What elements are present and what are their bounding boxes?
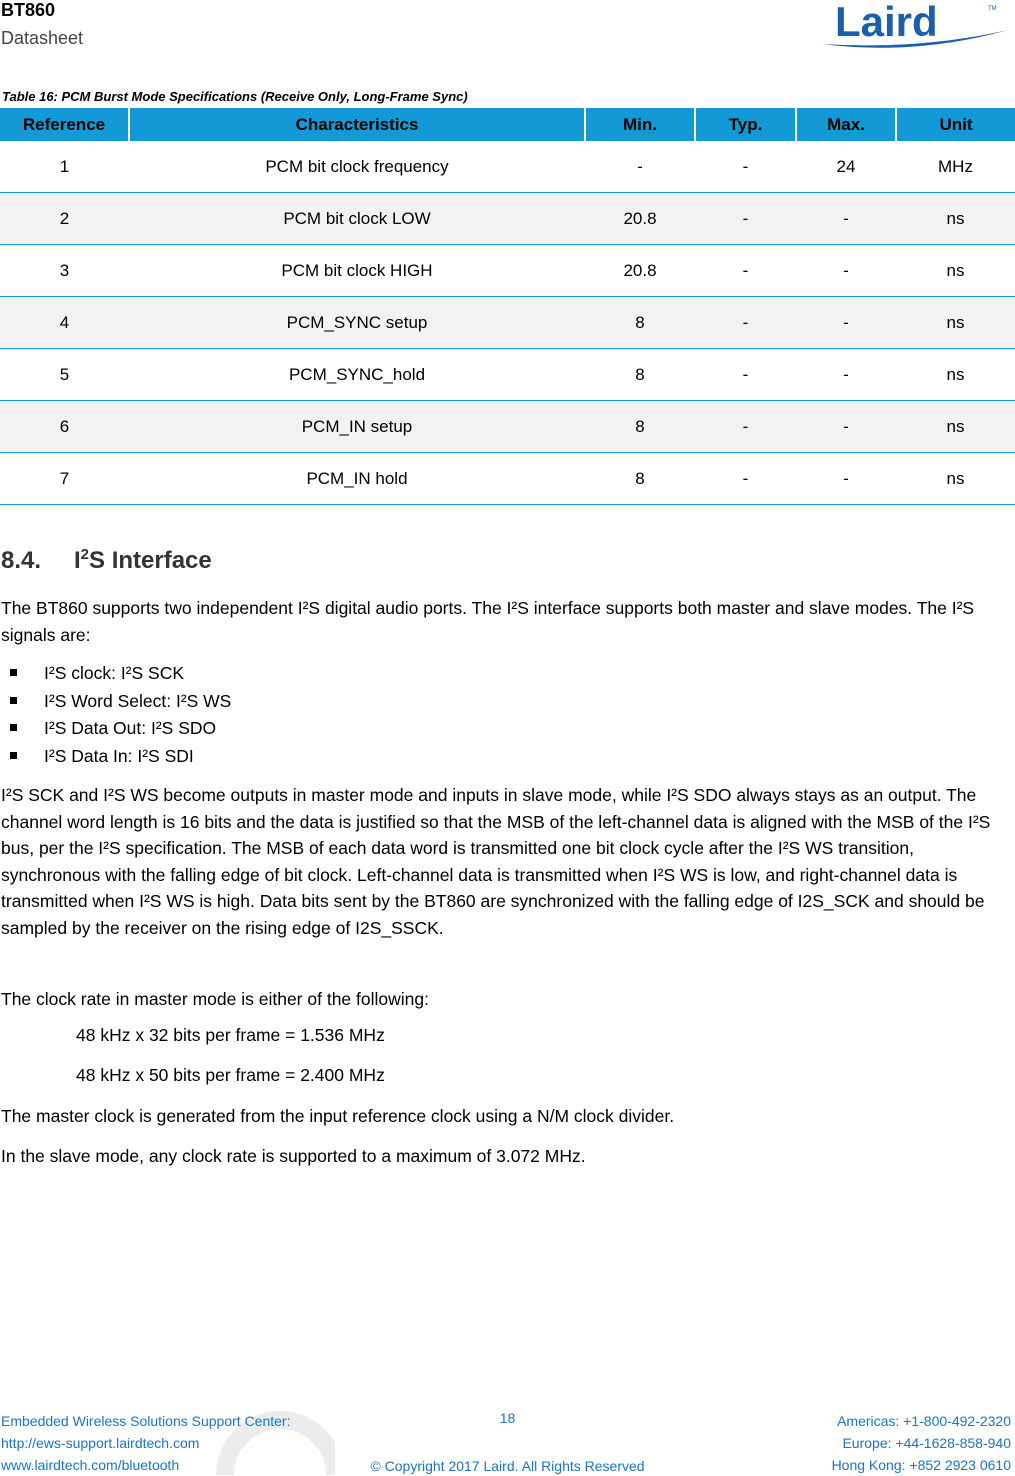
section-title-sup: 2 xyxy=(80,546,90,563)
cell: 24 xyxy=(796,141,896,193)
cell: 3 xyxy=(0,245,129,297)
cell: - xyxy=(695,193,796,245)
cell: 20.8 xyxy=(585,193,695,245)
cell: 20.8 xyxy=(585,245,695,297)
cell: PCM_IN setup xyxy=(129,401,585,453)
cell: - xyxy=(796,349,896,401)
cell: PCM bit clock LOW xyxy=(129,193,585,245)
list-item: I²S Word Select: I²S WS xyxy=(10,688,231,716)
table-caption: Table 16: PCM Burst Mode Specifications (Receive Only, Long-Frame Sync) xyxy=(2,89,468,104)
description-paragraph: I²S SCK and I²S WS become outputs in master mode and inputs in slave mode, while I²S SDO always stays as an output. The channel word length is 16 bits and the data is justified so that the MSB of the left-channel data is aligned with the MSB of the I²S bus, per the I²S specification. The MSB of each data word is transmitted one bit clock cycle after the I²S WS transition, synchronous with the falling edge of bit clock. Left-channel data is transmitted when I²S WS is low, and right-channel data is transmitted when I²S WS is high. Data bits sent by the BT860 are synchronized with the falling edge of I2S_SCK and should be sampled by the receiver on the rising edge of I2S_SSCK. xyxy=(1,785,991,938)
table-row xyxy=(0,297,1015,349)
table-row xyxy=(0,193,1015,245)
col-reference: Reference xyxy=(0,108,129,141)
cell: ns xyxy=(896,349,1015,401)
cell: - xyxy=(796,401,896,453)
bullet-square-icon xyxy=(10,669,17,676)
footer-website-link[interactable]: www.lairdtech.com/bluetooth xyxy=(1,1457,180,1473)
signal-list xyxy=(10,660,231,770)
copyright: © Copyright 2017 Laird. All Rights Reserved xyxy=(370,1458,645,1474)
clock-intro: The clock rate in master mode is either of the following: xyxy=(1,989,429,1009)
section-number: 8.4. xyxy=(1,547,42,574)
footer-support-label: Embedded Wireless Solutions Support Center: xyxy=(1,1413,291,1429)
section-heading xyxy=(1,546,212,575)
cell: 8 xyxy=(585,349,695,401)
logo-tm: TM xyxy=(988,6,997,12)
logo-text: Laird xyxy=(835,0,938,45)
cell: - xyxy=(695,453,796,505)
doc-title: BT860 xyxy=(1,0,56,20)
footer-contacts xyxy=(832,1410,1011,1476)
cell: PCM bit clock HIGH xyxy=(129,245,585,297)
cell: - xyxy=(695,297,796,349)
cell: - xyxy=(695,401,796,453)
contact-hongkong: Hong Kong: +852 2923 0610 xyxy=(831,1457,1011,1473)
master-clock-text: The master clock is generated from the input reference clock using a N/M clock divider. xyxy=(1,1106,675,1126)
cell: ns xyxy=(896,401,1015,453)
col-max: Max. xyxy=(796,108,896,141)
col-characteristics: Characteristics xyxy=(129,108,585,141)
cell: 2 xyxy=(0,193,129,245)
slave-mode-text: In the slave mode, any clock rate is supported to a maximum of 3.072 MHz. xyxy=(1,1146,586,1166)
cell: - xyxy=(796,297,896,349)
cell: 8 xyxy=(585,453,695,505)
table-row xyxy=(0,349,1015,401)
cell: ns xyxy=(896,297,1015,349)
col-unit: Unit xyxy=(896,108,1015,141)
cell: 6 xyxy=(0,401,129,453)
formula-1: 48 kHz x 32 bits per frame = 1.536 MHz xyxy=(76,1025,385,1045)
intro-paragraph: The BT860 supports two independent I²S digital audio ports. The I²S interface supports both master and slave modes. The I²S signals are: xyxy=(1,598,975,645)
cell: - xyxy=(796,453,896,505)
cell: - xyxy=(585,141,695,193)
col-typ: Typ. xyxy=(695,108,796,141)
cell: PCM bit clock frequency xyxy=(129,141,585,193)
cell: 4 xyxy=(0,297,129,349)
cell: PCM_SYNC setup xyxy=(129,297,585,349)
pcm-spec-table xyxy=(0,108,1015,505)
col-min: Min. xyxy=(585,108,695,141)
cell: PCM_IN hold xyxy=(129,453,585,505)
cell: PCM_SYNC_hold xyxy=(129,349,585,401)
list-item: I²S Data In: I²S SDI xyxy=(10,743,231,771)
cell: MHz xyxy=(896,141,1015,193)
table-row xyxy=(0,453,1015,505)
cell: - xyxy=(695,349,796,401)
list-item: I²S Data Out: I²S SDO xyxy=(10,715,231,743)
cell: 7 xyxy=(0,453,129,505)
cell: - xyxy=(695,141,796,193)
bullet-square-icon xyxy=(10,752,17,759)
doc-subtitle: Datasheet xyxy=(1,28,84,48)
table-row xyxy=(0,245,1015,297)
section-title-prefix: I xyxy=(74,547,81,574)
table-row xyxy=(0,401,1015,453)
formula-2: 48 kHz x 50 bits per frame = 2.400 MHz xyxy=(76,1065,385,1085)
cell: ns xyxy=(896,193,1015,245)
cell: 8 xyxy=(585,401,695,453)
cell: ns xyxy=(896,453,1015,505)
cell: 1 xyxy=(0,141,129,193)
table-header-row xyxy=(0,108,1015,141)
contact-europe: Europe: +44-1628-858-940 xyxy=(842,1435,1011,1451)
cell: - xyxy=(796,245,896,297)
cell: ns xyxy=(896,245,1015,297)
laird-logo xyxy=(820,0,1010,52)
cell: - xyxy=(695,245,796,297)
cell: 8 xyxy=(585,297,695,349)
bullet-square-icon xyxy=(10,724,17,731)
cell: 5 xyxy=(0,349,129,401)
section-title-suffix: S Interface xyxy=(89,547,212,574)
contact-americas: Americas: +1-800-492-2320 xyxy=(837,1413,1011,1429)
bullet-square-icon xyxy=(10,697,17,704)
table-row xyxy=(0,141,1015,193)
cell: - xyxy=(796,193,896,245)
page-number: 18 xyxy=(499,1410,516,1426)
list-item: I²S clock: I²S SCK xyxy=(10,660,231,688)
footer-support-link[interactable]: http://ews-support.lairdtech.com xyxy=(1,1435,200,1451)
